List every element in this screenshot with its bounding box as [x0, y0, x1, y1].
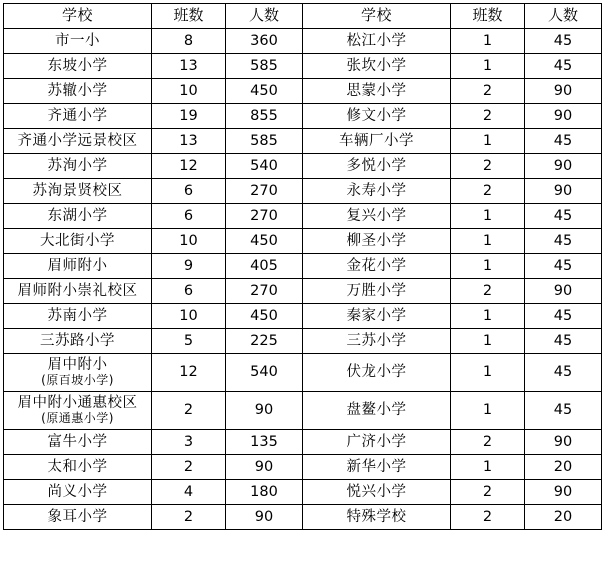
student-count-right: 45 — [525, 329, 602, 354]
class-count-left: 6 — [152, 204, 226, 229]
school-name-left: 富牛小学 — [4, 430, 152, 455]
school-name-right: 伏龙小学 — [303, 354, 451, 392]
table-row — [4, 104, 602, 129]
table-row — [4, 204, 602, 229]
class-count-right: 2 — [451, 480, 525, 505]
table-row — [4, 279, 602, 304]
table-row — [4, 254, 602, 279]
class-count-left: 9 — [152, 254, 226, 279]
school-name-left: 苏辙小学 — [4, 79, 152, 104]
student-count-right: 45 — [525, 129, 602, 154]
student-count-right: 45 — [525, 54, 602, 79]
student-count-left: 270 — [226, 279, 303, 304]
student-count-right: 45 — [525, 29, 602, 54]
class-count-right: 2 — [451, 430, 525, 455]
school-name-right: 秦家小学 — [303, 304, 451, 329]
student-count-right: 90 — [525, 430, 602, 455]
school-name-secondary: (原百坡小学) — [41, 372, 114, 387]
table-row — [4, 480, 602, 505]
class-count-right: 1 — [451, 254, 525, 279]
table-row — [4, 54, 602, 79]
class-count-left: 2 — [152, 505, 226, 530]
table-header-row — [4, 4, 602, 29]
class-count-right: 1 — [451, 455, 525, 480]
school-name-left: 象耳小学 — [4, 505, 152, 530]
school-name-left: 齐通小学远景校区 — [4, 129, 152, 154]
school-class-table — [3, 3, 602, 530]
school-name-right: 万胜小学 — [303, 279, 451, 304]
school-name-primary: 眉中附小 — [47, 357, 108, 374]
table-row — [4, 455, 602, 480]
student-count-left: 585 — [226, 129, 303, 154]
school-name-right: 张坎小学 — [303, 54, 451, 79]
student-count-right: 90 — [525, 279, 602, 304]
school-name-right: 金花小学 — [303, 254, 451, 279]
school-name-left: 尚义小学 — [4, 480, 152, 505]
class-count-left: 6 — [152, 279, 226, 304]
table-body — [4, 29, 602, 530]
class-count-right: 2 — [451, 179, 525, 204]
table-row — [4, 154, 602, 179]
header-school-left: 学校 — [4, 4, 152, 29]
school-name-left: 东坡小学 — [4, 54, 152, 79]
school-name-left: 眉师附小 — [4, 254, 152, 279]
student-count-left: 450 — [226, 304, 303, 329]
school-name-right: 复兴小学 — [303, 204, 451, 229]
school-name-left: 市一小 — [4, 29, 152, 54]
class-count-right: 2 — [451, 79, 525, 104]
class-count-left: 19 — [152, 104, 226, 129]
table-row — [4, 129, 602, 154]
student-count-left: 135 — [226, 430, 303, 455]
table-row — [4, 229, 602, 254]
school-name-primary: 眉中附小通惠校区 — [17, 395, 138, 412]
class-count-right: 1 — [451, 329, 525, 354]
student-count-left: 90 — [226, 392, 303, 430]
table-row — [4, 354, 602, 392]
class-count-right: 2 — [451, 104, 525, 129]
table-row — [4, 304, 602, 329]
school-name-left: 苏南小学 — [4, 304, 152, 329]
student-count-right: 45 — [525, 304, 602, 329]
student-count-left: 450 — [226, 229, 303, 254]
school-name-right: 三苏小学 — [303, 329, 451, 354]
school-name-right: 盘鳌小学 — [303, 392, 451, 430]
class-count-right: 1 — [451, 29, 525, 54]
class-count-left: 12 — [152, 354, 226, 392]
class-count-right: 1 — [451, 204, 525, 229]
school-name-right: 柳圣小学 — [303, 229, 451, 254]
student-count-right: 90 — [525, 79, 602, 104]
class-count-right: 2 — [451, 279, 525, 304]
table-row — [4, 329, 602, 354]
student-count-left: 90 — [226, 455, 303, 480]
school-name-right: 永寿小学 — [303, 179, 451, 204]
school-name-right: 广济小学 — [303, 430, 451, 455]
class-count-left: 2 — [152, 455, 226, 480]
class-count-left: 5 — [152, 329, 226, 354]
school-name-right: 特殊学校 — [303, 505, 451, 530]
student-count-right: 45 — [525, 354, 602, 392]
table-row — [4, 179, 602, 204]
student-count-left: 540 — [226, 354, 303, 392]
student-count-right: 45 — [525, 229, 602, 254]
student-count-right: 45 — [525, 392, 602, 430]
class-count-left: 3 — [152, 430, 226, 455]
student-count-right: 20 — [525, 505, 602, 530]
table-row — [4, 505, 602, 530]
student-count-right: 45 — [525, 254, 602, 279]
class-count-left: 6 — [152, 179, 226, 204]
student-count-right: 90 — [525, 104, 602, 129]
table-row — [4, 29, 602, 54]
student-count-left: 585 — [226, 54, 303, 79]
class-count-right: 1 — [451, 129, 525, 154]
school-name-right: 松江小学 — [303, 29, 451, 54]
class-count-left: 8 — [152, 29, 226, 54]
school-name-left: 三苏路小学 — [4, 329, 152, 354]
student-count-left: 360 — [226, 29, 303, 54]
school-name-left: 齐通小学 — [4, 104, 152, 129]
class-count-left: 13 — [152, 129, 226, 154]
school-name-left — [4, 392, 152, 430]
header-people-left: 人数 — [226, 4, 303, 29]
student-count-right: 90 — [525, 480, 602, 505]
header-school-right: 学校 — [303, 4, 451, 29]
school-name-right: 悦兴小学 — [303, 480, 451, 505]
school-name-right: 车辆厂小学 — [303, 129, 451, 154]
class-count-right: 1 — [451, 304, 525, 329]
school-name-left: 东湖小学 — [4, 204, 152, 229]
student-count-left: 450 — [226, 79, 303, 104]
class-count-right: 1 — [451, 392, 525, 430]
class-count-left: 10 — [152, 79, 226, 104]
student-count-left: 270 — [226, 179, 303, 204]
class-count-left: 2 — [152, 392, 226, 430]
student-count-left: 225 — [226, 329, 303, 354]
student-count-left: 405 — [226, 254, 303, 279]
school-name-secondary: (原通惠小学) — [41, 410, 114, 425]
student-count-left: 540 — [226, 154, 303, 179]
student-count-right: 90 — [525, 154, 602, 179]
table-row — [4, 392, 602, 430]
class-count-left: 13 — [152, 54, 226, 79]
student-count-left: 855 — [226, 104, 303, 129]
school-name-left: 苏洵景贤校区 — [4, 179, 152, 204]
class-count-right: 1 — [451, 354, 525, 392]
class-count-left: 4 — [152, 480, 226, 505]
school-name-left: 眉师附小崇礼校区 — [4, 279, 152, 304]
class-count-right: 2 — [451, 505, 525, 530]
school-name-left: 太和小学 — [4, 455, 152, 480]
student-count-left: 270 — [226, 204, 303, 229]
student-count-right: 90 — [525, 179, 602, 204]
student-count-right: 20 — [525, 455, 602, 480]
school-name-left — [4, 354, 152, 392]
header-people-right: 人数 — [525, 4, 602, 29]
school-name-left: 苏洵小学 — [4, 154, 152, 179]
class-count-left: 10 — [152, 229, 226, 254]
header-classes-right: 班数 — [451, 4, 525, 29]
table-row — [4, 430, 602, 455]
class-count-right: 2 — [451, 154, 525, 179]
class-count-left: 12 — [152, 154, 226, 179]
class-count-right: 1 — [451, 229, 525, 254]
student-count-left: 90 — [226, 505, 303, 530]
school-name-right: 新华小学 — [303, 455, 451, 480]
header-classes-left: 班数 — [152, 4, 226, 29]
student-count-right: 45 — [525, 204, 602, 229]
student-count-left: 180 — [226, 480, 303, 505]
table-row — [4, 79, 602, 104]
school-name-right: 多悦小学 — [303, 154, 451, 179]
school-name-left: 大北街小学 — [4, 229, 152, 254]
class-count-left: 10 — [152, 304, 226, 329]
class-count-right: 1 — [451, 54, 525, 79]
school-name-right: 修文小学 — [303, 104, 451, 129]
school-name-right: 思蒙小学 — [303, 79, 451, 104]
